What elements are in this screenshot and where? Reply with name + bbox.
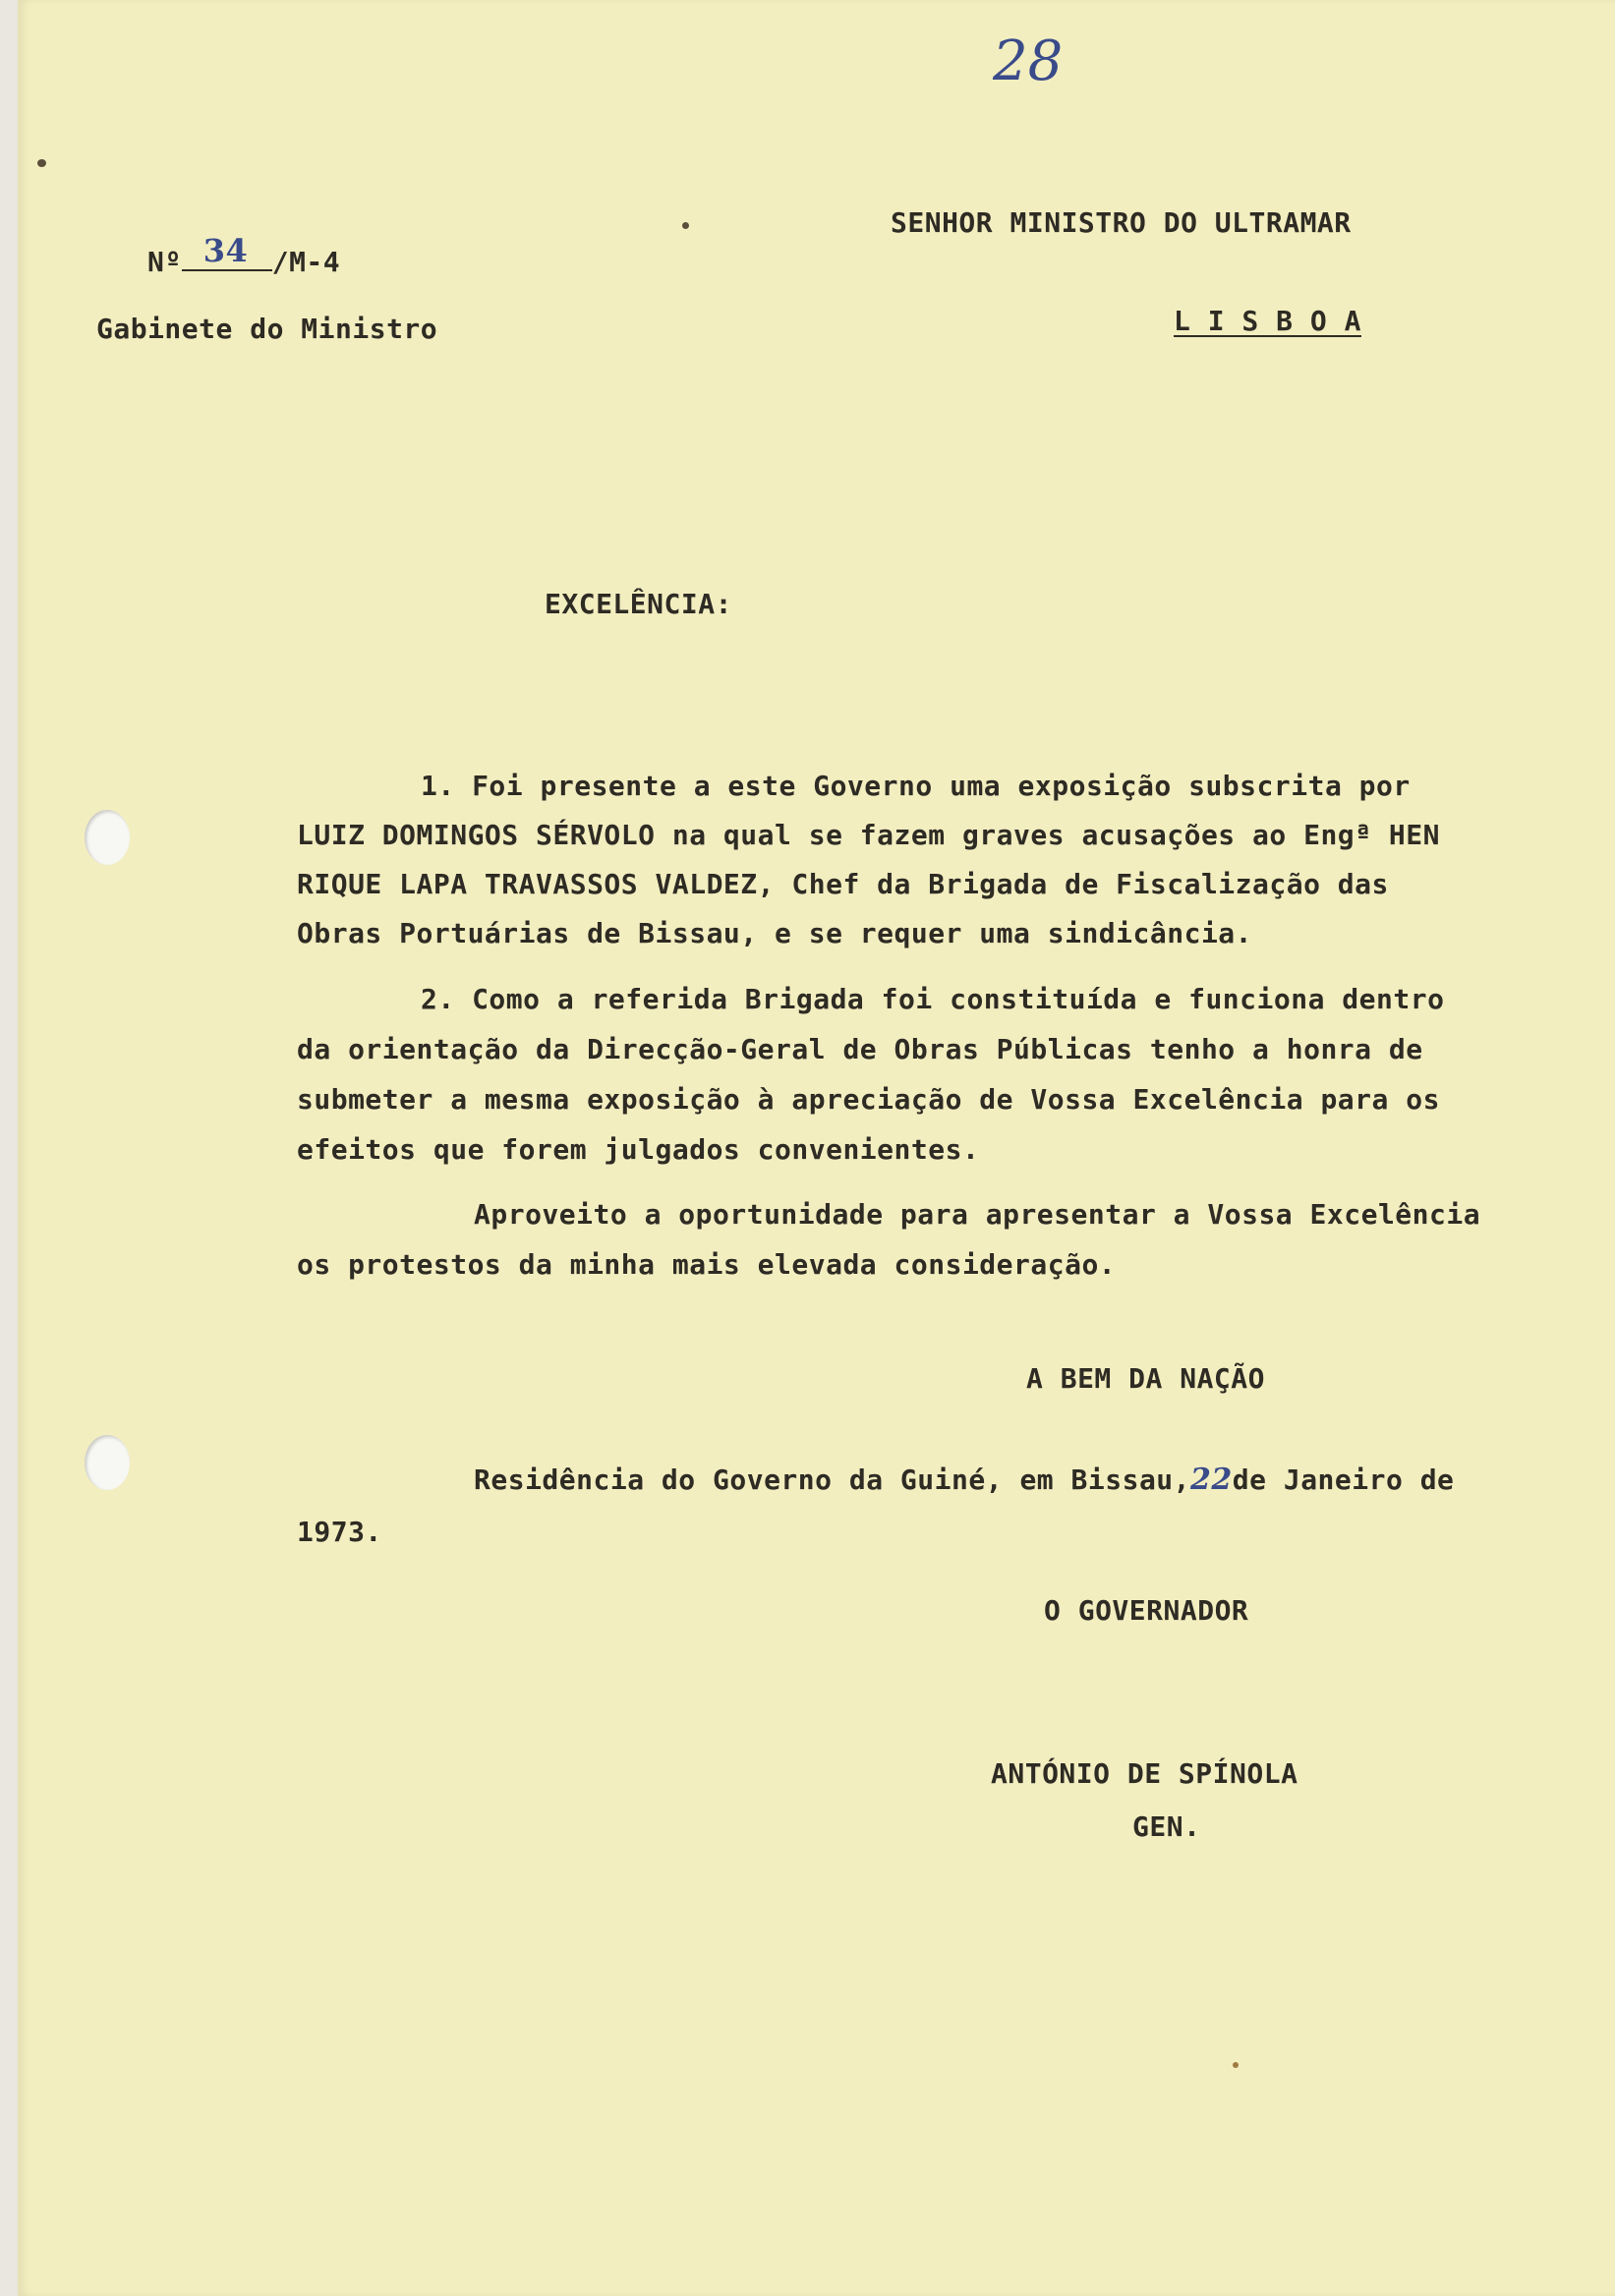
city: L I S B O A bbox=[1174, 305, 1361, 337]
date-line bbox=[474, 1463, 1454, 1497]
date-year: 1973. bbox=[297, 1516, 382, 1548]
reference-number-blank bbox=[182, 232, 272, 271]
paragraph-1-line: RIQUE LAPA TRAVASSOS VALDEZ, Chef da Brigada de Fiscalização das bbox=[297, 868, 1389, 900]
reference-prefix: Nº bbox=[147, 246, 182, 278]
paragraph-1-line: 1. Foi presente a este Governo uma exposição subscrita por bbox=[421, 770, 1411, 802]
salutation: EXCELÊNCIA: bbox=[545, 588, 732, 620]
punch-hole-top bbox=[85, 810, 130, 865]
archive-page-number: 28 bbox=[993, 29, 1064, 93]
signature-title: O GOVERNADOR bbox=[1044, 1594, 1249, 1627]
paragraph-1-line: LUIZ DOMINGOS SÉRVOLO na qual se fazem graves acusações ao Engª HEN bbox=[297, 819, 1440, 851]
paragraph-3-line: os protestos da minha mais elevada consideração. bbox=[297, 1248, 1117, 1281]
reference-number-handwritten: 34 bbox=[202, 232, 249, 269]
paragraph-2-line: da orientação da Direcção-Geral de Obras Públicas tenho a honra de bbox=[297, 1033, 1423, 1065]
ink-speck bbox=[1233, 2062, 1239, 2068]
paragraph-2-line: submeter a mesma exposição à apreciação de Vossa Excelência para os bbox=[297, 1083, 1440, 1116]
reference-suffix: /M-4 bbox=[271, 246, 341, 278]
signature-rank: GEN. bbox=[1132, 1810, 1201, 1843]
paragraph-2-line: 2. Como a referida Brigada foi constituída e funciona dentro bbox=[421, 983, 1445, 1015]
date-text-before: Residência do Governo da Guiné, em Bissau, bbox=[474, 1464, 1191, 1496]
ink-speck bbox=[37, 159, 46, 167]
paragraph-1-line: Obras Portuárias de Bissau, e se requer uma sindicância. bbox=[297, 917, 1253, 949]
paragraph-2-line: efeitos que forem julgados convenientes. bbox=[297, 1133, 980, 1166]
closing-formula: A BEM DA NAÇÃO bbox=[1026, 1362, 1266, 1395]
signature-name: ANTÓNIO DE SPÍNOLA bbox=[991, 1757, 1298, 1790]
addressee: SENHOR MINISTRO DO ULTRAMAR bbox=[891, 206, 1352, 239]
date-day-handwritten: 22 bbox=[1190, 1463, 1233, 1497]
document-page bbox=[18, 0, 1615, 2296]
reference-number bbox=[147, 232, 341, 278]
punch-hole-bottom bbox=[85, 1435, 130, 1490]
office-name: Gabinete do Ministro bbox=[96, 313, 438, 345]
date-text-after: de Janeiro de bbox=[1232, 1464, 1455, 1496]
paragraph-3-line: Aproveito a oportunidade para apresentar a Vossa Excelência bbox=[474, 1198, 1481, 1231]
ink-speck bbox=[682, 222, 689, 229]
